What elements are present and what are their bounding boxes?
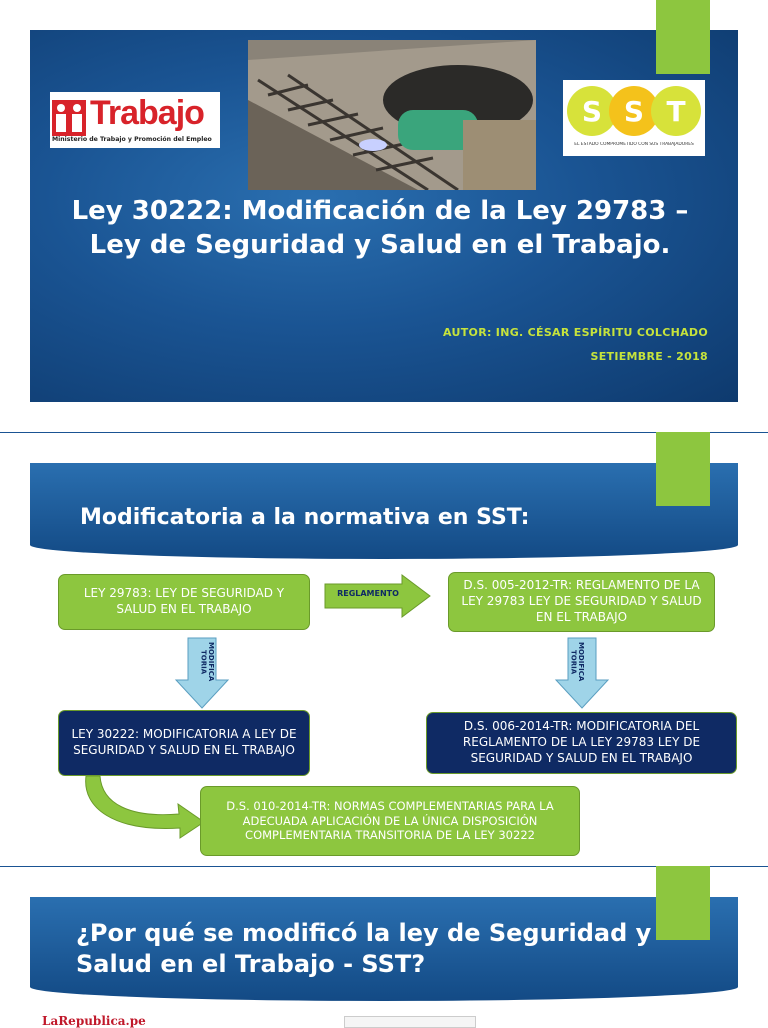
sst-letter-3: T (651, 86, 701, 136)
trabajo-logo-subtitle: Ministerio de Trabajo y Promoción del Empleo (52, 136, 212, 143)
modificatoria-label-right: MODIFICA TORIA (569, 642, 585, 682)
slide-separator-1 (0, 432, 768, 433)
date-line: SETIEMBRE - 2018 (590, 350, 708, 363)
welder-photo (248, 40, 536, 190)
author-line: AUTOR: ING. CÉSAR ESPÍRITU COLCHADO (443, 326, 708, 339)
source-logo: LaRepublica.pe (42, 1014, 146, 1028)
slide-2-accent-bar (656, 432, 710, 506)
slide-3-title: ¿Por qué se modificó la ley de Seguridad y Salud en el Trabajo - SST? (76, 919, 652, 979)
slide-separator-2 (0, 866, 768, 867)
sst-tagline: EL ESTADO COMPROMETIDO CON SUS TRABAJADORES (574, 142, 694, 147)
curved-arrow (80, 774, 210, 844)
box-ley-29783: LEY 29783: LEY DE SEGURIDAD Y SALUD EN EL TRABAJO (58, 574, 310, 630)
sst-letter-2: S (609, 86, 659, 136)
reglamento-arrow-label: REGLAMENTO (337, 589, 399, 598)
box-ds-006-2014-tr: D.S. 006-2014-TR: MODIFICATORIA DEL REGLAMENTO DE LA LEY 29783 LEY DE SEGURIDAD Y SALUD EN EL TRABAJO (426, 712, 737, 774)
sst-logo (563, 80, 705, 156)
slide-1-title: Ley 30222: Modificación de la Ley 29783 – Ley de Seguridad y Salud en el Trabajo. (71, 196, 689, 260)
slide-1-accent-bar (656, 0, 710, 74)
sst-letter-1: S (567, 86, 617, 136)
box-ds-010-2014-tr: D.S. 010-2014-TR: NORMAS COMPLEMENTARIAS PARA LA ADECUADA APLICACIÓN DE LA ÚNICA DISPOSICIÓN COMPLEMENTARIA TRANSITORIA DE LA LEY 30222 (200, 786, 580, 856)
box-ley-30222: LEY 30222: MODIFICATORIA A LEY DE SEGURIDAD Y SALUD EN EL TRABAJO (58, 710, 310, 776)
trabajo-logo-name: Trabajo (90, 94, 204, 132)
modificatoria-label-left: MODIFICA TORIA (199, 642, 215, 682)
slide-2-title: Modificatoria a la normativa en SST: (80, 505, 530, 530)
trabajo-logo (50, 92, 220, 148)
box-ds-005-2012-tr: D.S. 005-2012-TR: REGLAMENTO DE LA LEY 29783 LEY DE SEGURIDAD Y SALUD EN EL TRABAJO (448, 572, 715, 632)
news-search-box (344, 1016, 476, 1028)
ministry-people-icon (52, 100, 86, 136)
